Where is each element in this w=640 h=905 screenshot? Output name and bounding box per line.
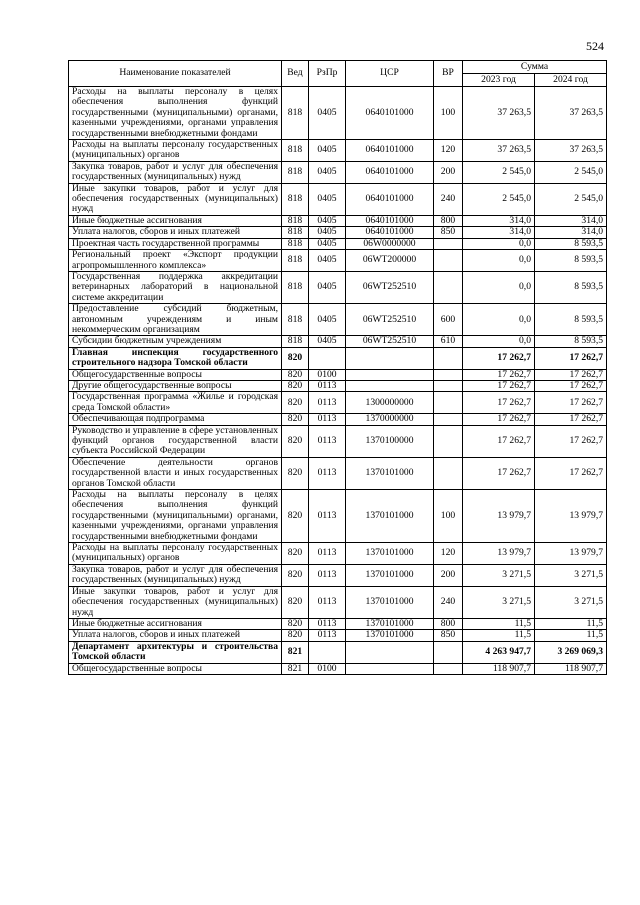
table-cell-2024: 17 262,7 bbox=[535, 347, 607, 369]
table-cell-rzpr: 0113 bbox=[309, 414, 346, 425]
table-cell-vr bbox=[434, 271, 463, 303]
header-year-2023: 2023 год bbox=[463, 74, 535, 87]
table-cell-rzpr bbox=[309, 347, 346, 369]
table-cell-2024: 37 263,5 bbox=[535, 87, 607, 140]
table-cell-ved: 820 bbox=[282, 564, 309, 586]
table-cell-2023: 17 262,7 bbox=[463, 392, 535, 414]
table-cell-rzpr: 0100 bbox=[309, 663, 346, 674]
table-cell-ved: 818 bbox=[282, 336, 309, 347]
table-cell-csr: 06WT200000 bbox=[346, 250, 434, 272]
table-cell-csr: 0640101000 bbox=[346, 140, 434, 162]
table-cell-name: Государственная поддержка аккредитации ветеринарных лабораторий в национальной системе аккредитации bbox=[69, 271, 282, 303]
table-row bbox=[69, 641, 607, 663]
table-cell-ved: 818 bbox=[282, 140, 309, 162]
table-cell-2024: 17 262,7 bbox=[535, 457, 607, 489]
table-cell-csr: 1370101000 bbox=[346, 564, 434, 586]
table-cell-rzpr: 0113 bbox=[309, 630, 346, 641]
table-cell-ved: 820 bbox=[282, 543, 309, 565]
table-cell-2024: 8 593,5 bbox=[535, 336, 607, 347]
table-cell-2023: 3 271,5 bbox=[463, 564, 535, 586]
table-cell-csr: 0640101000 bbox=[346, 161, 434, 183]
table-row bbox=[69, 336, 607, 347]
table-cell-vr: 610 bbox=[434, 336, 463, 347]
table-row bbox=[69, 663, 607, 674]
table-cell-vr: 120 bbox=[434, 140, 463, 162]
table-row bbox=[69, 457, 607, 489]
table-cell-rzpr: 0405 bbox=[309, 271, 346, 303]
table-cell-name: Руководство и управление в сфере установленных функций органов государственной власти субъекта Российской Федерации bbox=[69, 425, 282, 457]
table-cell-2024: 13 979,7 bbox=[535, 543, 607, 565]
table-cell-name: Иные бюджетные ассигнования bbox=[69, 618, 282, 629]
table-row bbox=[69, 227, 607, 238]
table-cell-name: Департамент архитектуры и строительства Томской области bbox=[69, 641, 282, 663]
table-cell-2023: 17 262,7 bbox=[463, 457, 535, 489]
table-cell-2023: 37 263,5 bbox=[463, 87, 535, 140]
table-cell-2023: 0,0 bbox=[463, 238, 535, 249]
table-cell-rzpr: 0113 bbox=[309, 490, 346, 543]
table-cell-2024: 2 545,0 bbox=[535, 183, 607, 215]
table-cell-ved: 818 bbox=[282, 304, 309, 336]
table-cell-csr bbox=[346, 663, 434, 674]
table-cell-csr: 0640101000 bbox=[346, 183, 434, 215]
table-cell-2024: 8 593,5 bbox=[535, 271, 607, 303]
table-cell-name: Закупка товаров, работ и услуг для обеспечения государственных (муниципальных) нужд bbox=[69, 161, 282, 183]
table-cell-2023: 2 545,0 bbox=[463, 183, 535, 215]
table-cell-2023: 17 262,7 bbox=[463, 380, 535, 391]
table-cell-vr: 800 bbox=[434, 618, 463, 629]
table-cell-ved: 818 bbox=[282, 183, 309, 215]
table-cell-2023: 17 262,7 bbox=[463, 425, 535, 457]
table-cell-vr bbox=[434, 380, 463, 391]
table-cell-2024: 17 262,7 bbox=[535, 380, 607, 391]
table-cell-rzpr: 0405 bbox=[309, 227, 346, 238]
table-cell-2023: 13 979,7 bbox=[463, 543, 535, 565]
table-cell-name: Уплата налогов, сборов и иных платежей bbox=[69, 227, 282, 238]
table-cell-vr: 850 bbox=[434, 227, 463, 238]
header-rzpr: РзПр bbox=[309, 61, 346, 87]
table-row bbox=[69, 140, 607, 162]
table-cell-2023: 3 271,5 bbox=[463, 586, 535, 618]
table-cell-ved: 820 bbox=[282, 490, 309, 543]
table-cell-ved: 818 bbox=[282, 271, 309, 303]
table-cell-ved: 818 bbox=[282, 250, 309, 272]
table-cell-vr: 200 bbox=[434, 564, 463, 586]
table-cell-ved: 818 bbox=[282, 215, 309, 226]
table-cell-name: Иные бюджетные ассигнования bbox=[69, 215, 282, 226]
table-cell-vr bbox=[434, 663, 463, 674]
table-cell-2024: 8 593,5 bbox=[535, 304, 607, 336]
table-cell-ved: 820 bbox=[282, 586, 309, 618]
table-cell-name: Уплата налогов, сборов и иных платежей bbox=[69, 630, 282, 641]
table-row bbox=[69, 215, 607, 226]
table-cell-2024: 17 262,7 bbox=[535, 369, 607, 380]
table-cell-rzpr: 0405 bbox=[309, 161, 346, 183]
table-cell-csr: 1370101000 bbox=[346, 490, 434, 543]
table-cell-rzpr: 0405 bbox=[309, 183, 346, 215]
table-cell-2024: 17 262,7 bbox=[535, 414, 607, 425]
table-cell-vr bbox=[434, 392, 463, 414]
table-row bbox=[69, 183, 607, 215]
table-cell-name: Региональный проект «Экспорт продукции агропромышленного комплекса» bbox=[69, 250, 282, 272]
table-cell-vr bbox=[434, 250, 463, 272]
table-cell-vr: 100 bbox=[434, 490, 463, 543]
table-cell-2024: 8 593,5 bbox=[535, 238, 607, 249]
table-cell-csr: 1370101000 bbox=[346, 586, 434, 618]
table-cell-csr: 1370101000 bbox=[346, 618, 434, 629]
table-cell-ved: 820 bbox=[282, 425, 309, 457]
table-cell-csr: 1370101000 bbox=[346, 543, 434, 565]
table-cell-2023: 4 263 947,7 bbox=[463, 641, 535, 663]
table-cell-2023: 0,0 bbox=[463, 250, 535, 272]
table-cell-rzpr: 0405 bbox=[309, 215, 346, 226]
table-cell-ved: 820 bbox=[282, 630, 309, 641]
table-cell-rzpr: 0405 bbox=[309, 140, 346, 162]
table-cell-csr: 1300000000 bbox=[346, 392, 434, 414]
table-cell-rzpr: 0113 bbox=[309, 425, 346, 457]
table-cell-rzpr: 0113 bbox=[309, 380, 346, 391]
table-cell-vr bbox=[434, 347, 463, 369]
table-cell-2024: 3 269 069,3 bbox=[535, 641, 607, 663]
table-cell-ved: 820 bbox=[282, 392, 309, 414]
table-cell-ved: 818 bbox=[282, 238, 309, 249]
table-cell-ved: 821 bbox=[282, 663, 309, 674]
table-cell-rzpr: 0113 bbox=[309, 618, 346, 629]
table-cell-name: Расходы на выплаты персоналу в целях обеспечения выполнения функций государственными (муниципальными) органами, казенными учреждениями, органами управления государственными внебюджетными фондами bbox=[69, 490, 282, 543]
table-cell-2024: 2 545,0 bbox=[535, 161, 607, 183]
table-cell-csr: 0640101000 bbox=[346, 215, 434, 226]
table-cell-2024: 17 262,7 bbox=[535, 425, 607, 457]
header-year-2024: 2024 год bbox=[535, 74, 607, 87]
table-row bbox=[69, 414, 607, 425]
table-cell-vr bbox=[434, 369, 463, 380]
table-row bbox=[69, 543, 607, 565]
budget-table bbox=[68, 60, 607, 675]
table-cell-name: Обеспечивающая подпрограмма bbox=[69, 414, 282, 425]
table-row bbox=[69, 304, 607, 336]
table-cell-2024: 3 271,5 bbox=[535, 564, 607, 586]
table-row bbox=[69, 250, 607, 272]
table-cell-rzpr: 0405 bbox=[309, 336, 346, 347]
table-cell-vr: 600 bbox=[434, 304, 463, 336]
header-ved: Вед bbox=[282, 61, 309, 87]
table-cell-ved: 821 bbox=[282, 641, 309, 663]
table-cell-2024: 11,5 bbox=[535, 618, 607, 629]
table-cell-rzpr: 0113 bbox=[309, 586, 346, 618]
table-row bbox=[69, 238, 607, 249]
table-cell-rzpr: 0100 bbox=[309, 369, 346, 380]
table-cell-2023: 314,0 bbox=[463, 215, 535, 226]
table-cell-name: Предоставление субсидий бюджетным, автономным учреждениям и иным некоммерческим организациям bbox=[69, 304, 282, 336]
table-cell-name: Главная инспекция государственного строительного надзора Томской области bbox=[69, 347, 282, 369]
table-cell-csr: 1370100000 bbox=[346, 425, 434, 457]
table-cell-vr bbox=[434, 457, 463, 489]
table-cell-ved: 820 bbox=[282, 457, 309, 489]
table-cell-name: Закупка товаров, работ и услуг для обеспечения государственных (муниципальных) нужд bbox=[69, 564, 282, 586]
table-cell-2023: 17 262,7 bbox=[463, 414, 535, 425]
table-cell-2023: 11,5 bbox=[463, 630, 535, 641]
table-cell-csr: 06WT252510 bbox=[346, 304, 434, 336]
table-row bbox=[69, 630, 607, 641]
table-row bbox=[69, 380, 607, 391]
table-cell-ved: 820 bbox=[282, 380, 309, 391]
table-cell-vr: 240 bbox=[434, 183, 463, 215]
table-cell-vr: 100 bbox=[434, 87, 463, 140]
table-cell-ved: 818 bbox=[282, 227, 309, 238]
table-cell-2023: 0,0 bbox=[463, 336, 535, 347]
page-number: 524 bbox=[586, 39, 604, 53]
table-cell-name: Государственная программа «Жилье и городская среда Томской области» bbox=[69, 392, 282, 414]
table-cell-2023: 11,5 bbox=[463, 618, 535, 629]
table-cell-vr: 240 bbox=[434, 586, 463, 618]
table-cell-2024: 3 271,5 bbox=[535, 586, 607, 618]
table-cell-2023: 0,0 bbox=[463, 271, 535, 303]
table-row bbox=[69, 87, 607, 140]
table-cell-2023: 2 545,0 bbox=[463, 161, 535, 183]
table-cell-csr bbox=[346, 380, 434, 391]
table-cell-rzpr: 0113 bbox=[309, 543, 346, 565]
table-cell-vr bbox=[434, 425, 463, 457]
table-cell-name: Общегосударственные вопросы bbox=[69, 663, 282, 674]
table-cell-name: Субсидии бюджетным учреждениям bbox=[69, 336, 282, 347]
table-cell-2024: 314,0 bbox=[535, 215, 607, 226]
table-cell-csr bbox=[346, 347, 434, 369]
header-sum: Сумма bbox=[463, 61, 607, 74]
table-cell-ved: 820 bbox=[282, 414, 309, 425]
table-cell-name: Другие общегосударственные вопросы bbox=[69, 380, 282, 391]
table-cell-2023: 17 262,7 bbox=[463, 369, 535, 380]
table-cell-csr: 06WT252510 bbox=[346, 271, 434, 303]
table-cell-ved: 818 bbox=[282, 87, 309, 140]
table-cell-csr: 1370000000 bbox=[346, 414, 434, 425]
table-cell-ved: 820 bbox=[282, 347, 309, 369]
table-cell-ved: 820 bbox=[282, 618, 309, 629]
table-cell-vr bbox=[434, 641, 463, 663]
table-cell-2024: 118 907,7 bbox=[535, 663, 607, 674]
table-row bbox=[69, 369, 607, 380]
table-cell-2023: 118 907,7 bbox=[463, 663, 535, 674]
table-row bbox=[69, 490, 607, 543]
table-cell-rzpr: 0405 bbox=[309, 238, 346, 249]
table-cell-csr bbox=[346, 369, 434, 380]
table-cell-name: Расходы на выплаты персоналу государственных (муниципальных) органов bbox=[69, 140, 282, 162]
table-cell-vr bbox=[434, 238, 463, 249]
table-cell-rzpr: 0405 bbox=[309, 250, 346, 272]
header-name: Наименование показателей bbox=[69, 61, 282, 87]
table-cell-2024: 13 979,7 bbox=[535, 490, 607, 543]
table-cell-vr: 850 bbox=[434, 630, 463, 641]
table-cell-ved: 820 bbox=[282, 369, 309, 380]
table-cell-vr: 200 bbox=[434, 161, 463, 183]
header-vr: ВР bbox=[434, 61, 463, 87]
table-cell-vr bbox=[434, 414, 463, 425]
table-row bbox=[69, 161, 607, 183]
table-cell-rzpr bbox=[309, 641, 346, 663]
table-cell-2024: 8 593,5 bbox=[535, 250, 607, 272]
table-cell-rzpr: 0113 bbox=[309, 564, 346, 586]
header-csr: ЦСР bbox=[346, 61, 434, 87]
table-cell-csr: 06W0000000 bbox=[346, 238, 434, 249]
table-row bbox=[69, 271, 607, 303]
table-cell-name: Иные закупки товаров, работ и услуг для обеспечения государственных (муниципальных) нужд bbox=[69, 586, 282, 618]
table-cell-csr: 1370101000 bbox=[346, 457, 434, 489]
table-cell-2023: 37 263,5 bbox=[463, 140, 535, 162]
table-cell-name: Расходы на выплаты персоналу государственных (муниципальных) органов bbox=[69, 543, 282, 565]
table-row bbox=[69, 618, 607, 629]
table-cell-name: Иные закупки товаров, работ и услуг для обеспечения государственных (муниципальных) нужд bbox=[69, 183, 282, 215]
table-row bbox=[69, 586, 607, 618]
table-cell-2024: 11,5 bbox=[535, 630, 607, 641]
table-cell-csr: 0640101000 bbox=[346, 227, 434, 238]
table-cell-2023: 13 979,7 bbox=[463, 490, 535, 543]
table-cell-csr: 1370101000 bbox=[346, 630, 434, 641]
table-row bbox=[69, 564, 607, 586]
table-cell-vr: 800 bbox=[434, 215, 463, 226]
table-cell-name: Общегосударственные вопросы bbox=[69, 369, 282, 380]
table-cell-rzpr: 0405 bbox=[309, 304, 346, 336]
table-cell-vr: 120 bbox=[434, 543, 463, 565]
table-row bbox=[69, 425, 607, 457]
table-cell-2023: 0,0 bbox=[463, 304, 535, 336]
table-cell-2023: 314,0 bbox=[463, 227, 535, 238]
table-row bbox=[69, 347, 607, 369]
table-cell-name: Обеспечение деятельности органов государственной власти и иных государственных органов Томской области bbox=[69, 457, 282, 489]
table-cell-rzpr: 0405 bbox=[309, 87, 346, 140]
table-cell-2024: 314,0 bbox=[535, 227, 607, 238]
table-cell-2023: 17 262,7 bbox=[463, 347, 535, 369]
table-row bbox=[69, 392, 607, 414]
table-cell-rzpr: 0113 bbox=[309, 457, 346, 489]
table-cell-csr: 0640101000 bbox=[346, 87, 434, 140]
table-cell-name: Расходы на выплаты персоналу в целях обеспечения выполнения функций государственными (муниципальными) органами, казенными учреждениями, органами управления государственными внебюджетными фондами bbox=[69, 87, 282, 140]
table-cell-rzpr: 0113 bbox=[309, 392, 346, 414]
table-cell-ved: 818 bbox=[282, 161, 309, 183]
table-cell-2024: 37 263,5 bbox=[535, 140, 607, 162]
table-cell-name: Проектная часть государственной программы bbox=[69, 238, 282, 249]
table-cell-csr bbox=[346, 641, 434, 663]
table-cell-2024: 17 262,7 bbox=[535, 392, 607, 414]
table-cell-csr: 06WT252510 bbox=[346, 336, 434, 347]
